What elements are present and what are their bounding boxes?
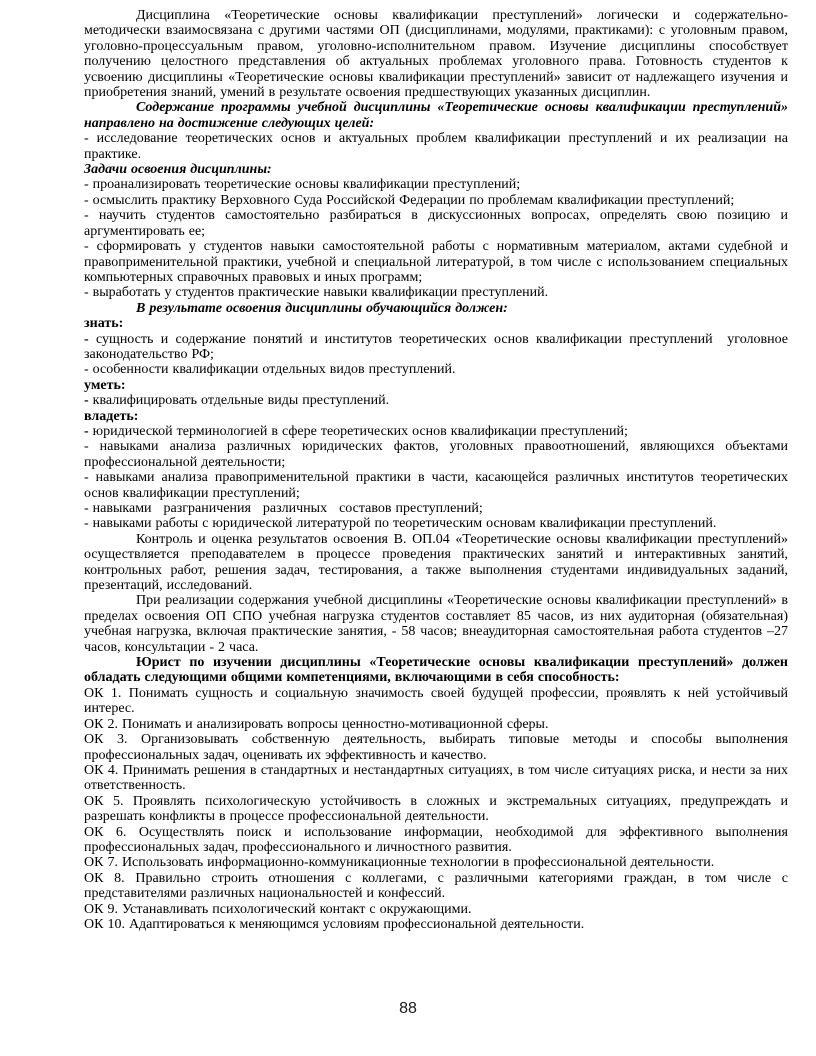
item-ok-7: ОК 7. Использовать информационно-коммуникационные технологии в профессиональной деятельности. bbox=[84, 855, 715, 871]
heading-able: уметь: bbox=[84, 377, 126, 393]
document-body bbox=[84, 8, 792, 932]
item-ok-2: ОК 2. Понимать и анализировать вопросы ценностно-мотивационной сферы. bbox=[84, 716, 549, 732]
item-ok-4: ОК 4. Принимать решения в стандартных и нестандартных ситуациях, в том числе ситуациях риска, и нести за них ответственность. bbox=[84, 762, 788, 794]
para-workload: При реализации содержания учебной дисциплины «Теоретические основы квалификации преступлений» в пределах освоения ОП СПО учебная нагрузка студентов составляет 85 часов, из них аудиторная (обязательная) учебная нагрузка, включая практические занятия, - 58 часов; внеаудиторная самостоятельная работа студентов –27 часов, консультации - 2 часа. bbox=[84, 593, 788, 655]
item-know-essence: - сущность и содержание понятий и институтов теоретических основ квалификации преступлений уголовное законодательство РФ; bbox=[84, 331, 792, 362]
item-ok-3: ОК 3. Организовывать собственную деятельность, выбирать типовые методы и способы выполнения профессиональных задач, оценивать их эффективность и качество. bbox=[84, 732, 788, 763]
item-ok-8: ОК 8. Правильно строить отношения с коллегами, с различными категориями граждан, в том числе с представителями различных национальностей и конфессий. bbox=[84, 870, 788, 902]
heading-results: В результате освоения дисциплины обучающийся должен: bbox=[136, 300, 508, 316]
item-task-form-skills: - сформировать у студентов навыки самостоятельной работы с нормативным материалом, актами судебной и правоприменительной практики, учебной и специальной литературой, в том числе с использованием специальных компьютерных справочных правовых и иных программ; bbox=[84, 239, 788, 285]
item-task-teach: - научить студентов самостоятельно разбираться в дискуссионных вопросах, определять свою позицию и аргументировать ее; bbox=[84, 208, 788, 239]
item-master-analysis-practice: - навыками анализа правоприменительной практики в части, касающейся различных институтов теоретических основ квалификации преступлений; bbox=[84, 470, 788, 501]
item-able-qualify: - квалифицировать отдельные виды преступлений. bbox=[84, 393, 390, 409]
item-ok-6: ОК 6. Осуществлять поиск и использование информации, необходимой для эффективного выполнения профессиональных задач, профессионального и личностного развития. bbox=[84, 824, 788, 855]
heading-tasks: Задачи освоения дисциплины: bbox=[84, 162, 272, 178]
item-know-features: - особенности квалификации отдельных видов преступлений. bbox=[84, 362, 456, 378]
item-ok-5: ОК 5. Проявлять психологическую устойчивость в сложных и экстремальных ситуациях, предупреждать и разрешать конфликты в процессе профессиональной деятельности. bbox=[84, 793, 788, 825]
page-number: 88 bbox=[399, 1000, 417, 1017]
para-control: Контроль и оценка результатов освоения В. ОП.04 «Теоретические основы квалификации преступлений» осуществляется преподавателем в процессе проведения практических занятий и интерактивных занятий, контрольных работ, решения задач, тестирования, а также выполнения студентами индивидуальных заданий, презентаций, исследований. bbox=[84, 531, 788, 594]
para-discipline-intro: Дисциплина «Теоретические основы квалификации преступлений» логически и содержательно-методически взаимосвязана с другими частями ОП (дисциплинами, модулями, практиками): с уголовным правом, уголовно-процессуальным правом, уголовно-исполнительном правом. Изучение дисциплины способствует получению целостного представления об актуальных проблемах уголовного права. Готовность студентов к усвоению дисциплины «Теоретические основы квалификации преступлений» зависит от надлежащего изучения и приобретения знаний, умений в результате освоения предшествующих указанных дисциплин. bbox=[84, 8, 788, 101]
item-goal-research: - исследование теоретических основ и актуальных проблем квалификации преступлений и их реализации на практике. bbox=[84, 131, 788, 162]
heading-know: знать: bbox=[84, 316, 124, 332]
list-dash-bold: - bbox=[84, 393, 89, 409]
item-ok-9: ОК 9. Устанавливать психологический контакт с окружающими. bbox=[84, 901, 472, 917]
item-task-develop: - выработать у студентов практические навыки квалификации преступлений. bbox=[84, 285, 549, 301]
heading-master: владеть: bbox=[84, 408, 139, 424]
heading-lawyer-competencies: Юрист по изучении дисциплины «Теоретические основы квалификации преступлений» должен обладать следующими общими компетенциями, включающими в себя способность: bbox=[84, 655, 788, 686]
list-dash-bold: - bbox=[84, 331, 89, 347]
item-master-analysis-facts: - навыками анализа различных юридических фактов, уголовных правоотношений, являющихся объектами профессиональной деятельности; bbox=[84, 439, 788, 470]
item-ok-1: ОК 1. Понимать сущность и социальную значимость своей будущей профессии, проявлять к ней устойчивый интерес. bbox=[84, 685, 788, 717]
item-master-distinction: - навыками разграничения различных составов преступлений; bbox=[84, 501, 483, 516]
item-task-comprehend: - осмыслить практику Верховного Суда Российской Федерации по проблемам квалификации преступлений; bbox=[84, 192, 735, 208]
item-master-literature: - навыками работы с юридической литературой по теоретическим основам квалификации преступлений. bbox=[84, 516, 717, 532]
list-dash-bold: - bbox=[84, 423, 89, 439]
item-master-terminology: - юридической терминологией в сфере теоретических основ квалификации преступлений; bbox=[84, 423, 628, 439]
item-ok-10: ОК 10. Адаптироваться к меняющимся условиям профессиональной деятельности. bbox=[84, 916, 585, 932]
heading-program-goals: Содержание программы учебной дисциплины «Теоретические основы квалификации преступлений» направлено на достижение следующих целей: bbox=[84, 100, 788, 131]
item-task-analyze: - проанализировать теоретические основы квалификации преступлений; bbox=[84, 177, 521, 193]
